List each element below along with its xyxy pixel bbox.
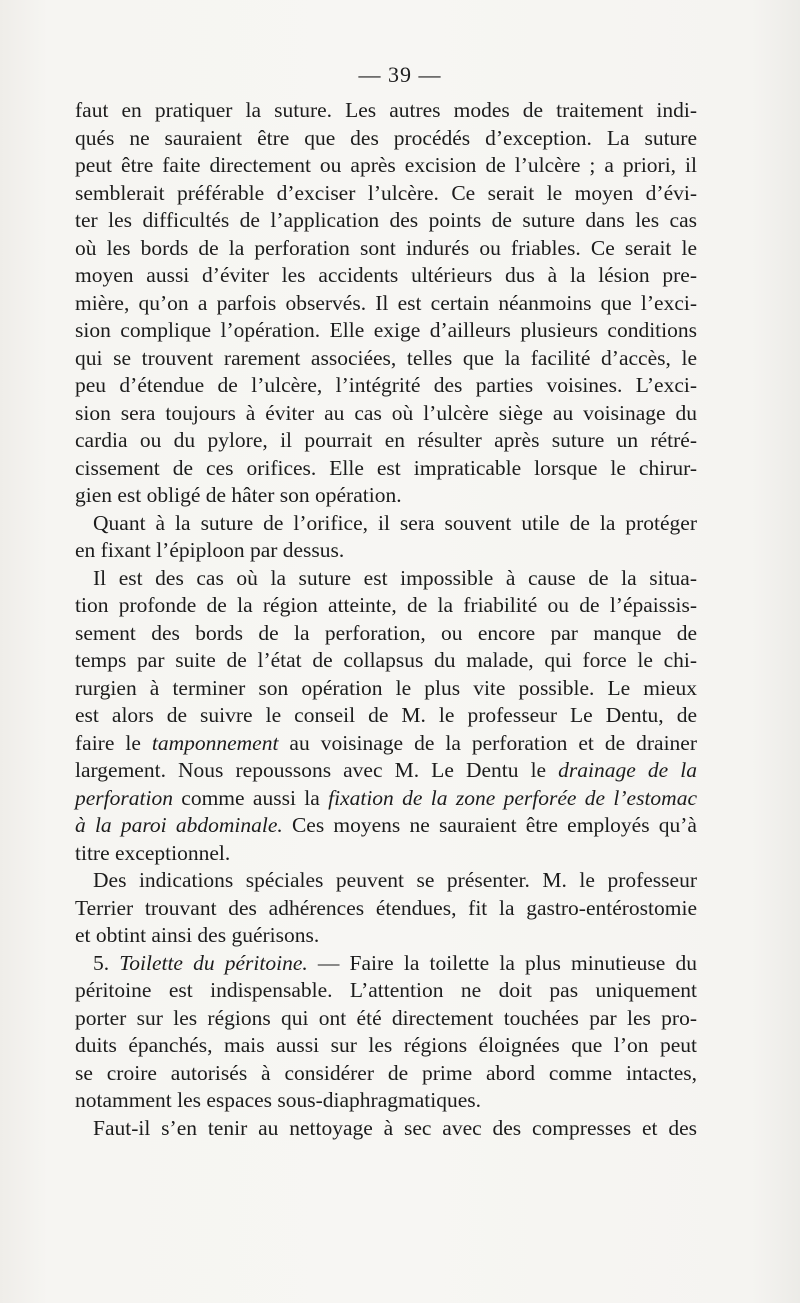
section-number: 5.: [93, 950, 120, 975]
italic-term: drainage de la: [558, 758, 697, 782]
text-line: Terrier trouvant des adhérences étendues, fit la gastro-entérostomie: [75, 895, 697, 920]
text-line: sement des bords de la perforation, ou encore par manque de: [75, 620, 697, 645]
text-line: faut en pratiquer la suture. Les autres modes de traitement indi-: [75, 98, 697, 122]
text-line: [75, 785, 697, 813]
text-line: semblerait préférable d’exciser l’ulcère. Ce serait le moyen d’évi-: [75, 180, 697, 205]
text-line: notamment les espaces sous-diaphragmatiques.: [75, 1088, 482, 1112]
paragraph-start: Quant à la suture de l’orifice, il sera souvent utile de la protéger: [93, 510, 697, 535]
italic-term: à la paroi abdominale.: [75, 813, 283, 837]
text-line: qui se trouvent rarement associées, telles que la facilité d’accès, le: [75, 345, 697, 370]
text-run: faire le: [75, 730, 152, 755]
text-line: sion sera toujours à éviter au cas où l’ulcère siège au voisinage du: [75, 400, 697, 425]
text-run: comme aussi la: [172, 785, 329, 810]
text-line: sion complique l’opération. Elle exige d’ailleurs plusieurs conditions: [75, 318, 697, 342]
italic-term: fixation de la zone perforée de l’estomac: [328, 785, 697, 810]
text-line: en fixant l’épiploon par dessus.: [75, 538, 345, 562]
text-line: cardia ou du pylore, il pourrait en résulter après suture un rétré-: [75, 428, 697, 452]
paragraph-start: Faut-il s’en tenir au nettoyage à sec avec des compresses et des: [93, 1115, 697, 1140]
text-line: peut être faite directement ou après excision de l’ulcère ; a priori, il: [75, 153, 697, 177]
text-line: peu d’étendue de l’ulcère, l’intégrité des parties voisines. L’exci-: [75, 373, 697, 397]
text-line: qués ne sauraient être que des procédés d’exception. La suture: [75, 125, 697, 150]
text-line: tion profonde de la région atteinte, de la friabilité ou de l’épaissis-: [75, 593, 697, 617]
text-run: Ces moyens ne sauraient être employés qu’à: [282, 813, 697, 837]
text-line: gien est obligé de hâter son opération.: [75, 483, 402, 507]
text-line: titre exceptionnel.: [75, 840, 231, 865]
text-line: [75, 812, 697, 840]
page-number: — 39 —: [358, 62, 442, 87]
text-line: duits épanchés, mais aussi sur les régions éloignées que l’on peut: [75, 1033, 697, 1057]
text-line: et obtint ainsi des guérisons.: [75, 923, 320, 947]
text-line: est alors de suivre le conseil de M. le professeur Le Dentu, de: [75, 703, 697, 727]
italic-term: tamponnement: [151, 730, 279, 755]
text-line: [75, 730, 697, 758]
text-line: où les bords de la perforation sont indurés ou friables. Ce serait le: [75, 235, 697, 260]
text-line: [75, 757, 697, 785]
text-line: ter les difficultés de l’application des points de suture dans les cas: [75, 208, 697, 232]
paragraph-start: Il est des cas où la suture est impossible à cause de la situa-: [93, 565, 697, 590]
text-line: rurgien à terminer son opération le plus vite possible. Le mieux: [75, 675, 697, 700]
section-heading-line: [75, 950, 697, 978]
text-run: largement. Nous repoussons avec M. Le Dentu le: [75, 758, 559, 782]
section-title: Toilette du péritoine.: [119, 950, 308, 975]
text-line: temps par suite de l’état de collapsus du malade, qui force le chi-: [75, 648, 697, 672]
text-line: moyen aussi d’éviter les accidents ultérieurs dus à la lésion pre-: [75, 263, 697, 287]
text-line: péritoine est indispensable. L’attention ne doit pas uniquement: [75, 978, 697, 1002]
text-line: mière, qu’on a parfois observés. Il est certain néanmoins que l’exci-: [75, 290, 697, 315]
italic-term: perforation: [75, 785, 173, 810]
text-line: porter sur les régions qui ont été directement touchées par les pro-: [75, 1005, 697, 1030]
text-line: se croire autorisés à considérer de prime abord comme intactes,: [75, 1060, 697, 1085]
paragraph-start: Des indications spéciales peuvent se présenter. M. le professeur: [93, 868, 697, 892]
text-run: au voisinage de la perforation et de drainer: [278, 730, 697, 755]
body-text: [75, 97, 697, 1142]
text-run: — Faire la toilette la plus minutieuse du: [307, 950, 697, 975]
text-line: cissement de ces orifices. Elle est impraticable lorsque le chirur-: [75, 455, 697, 480]
